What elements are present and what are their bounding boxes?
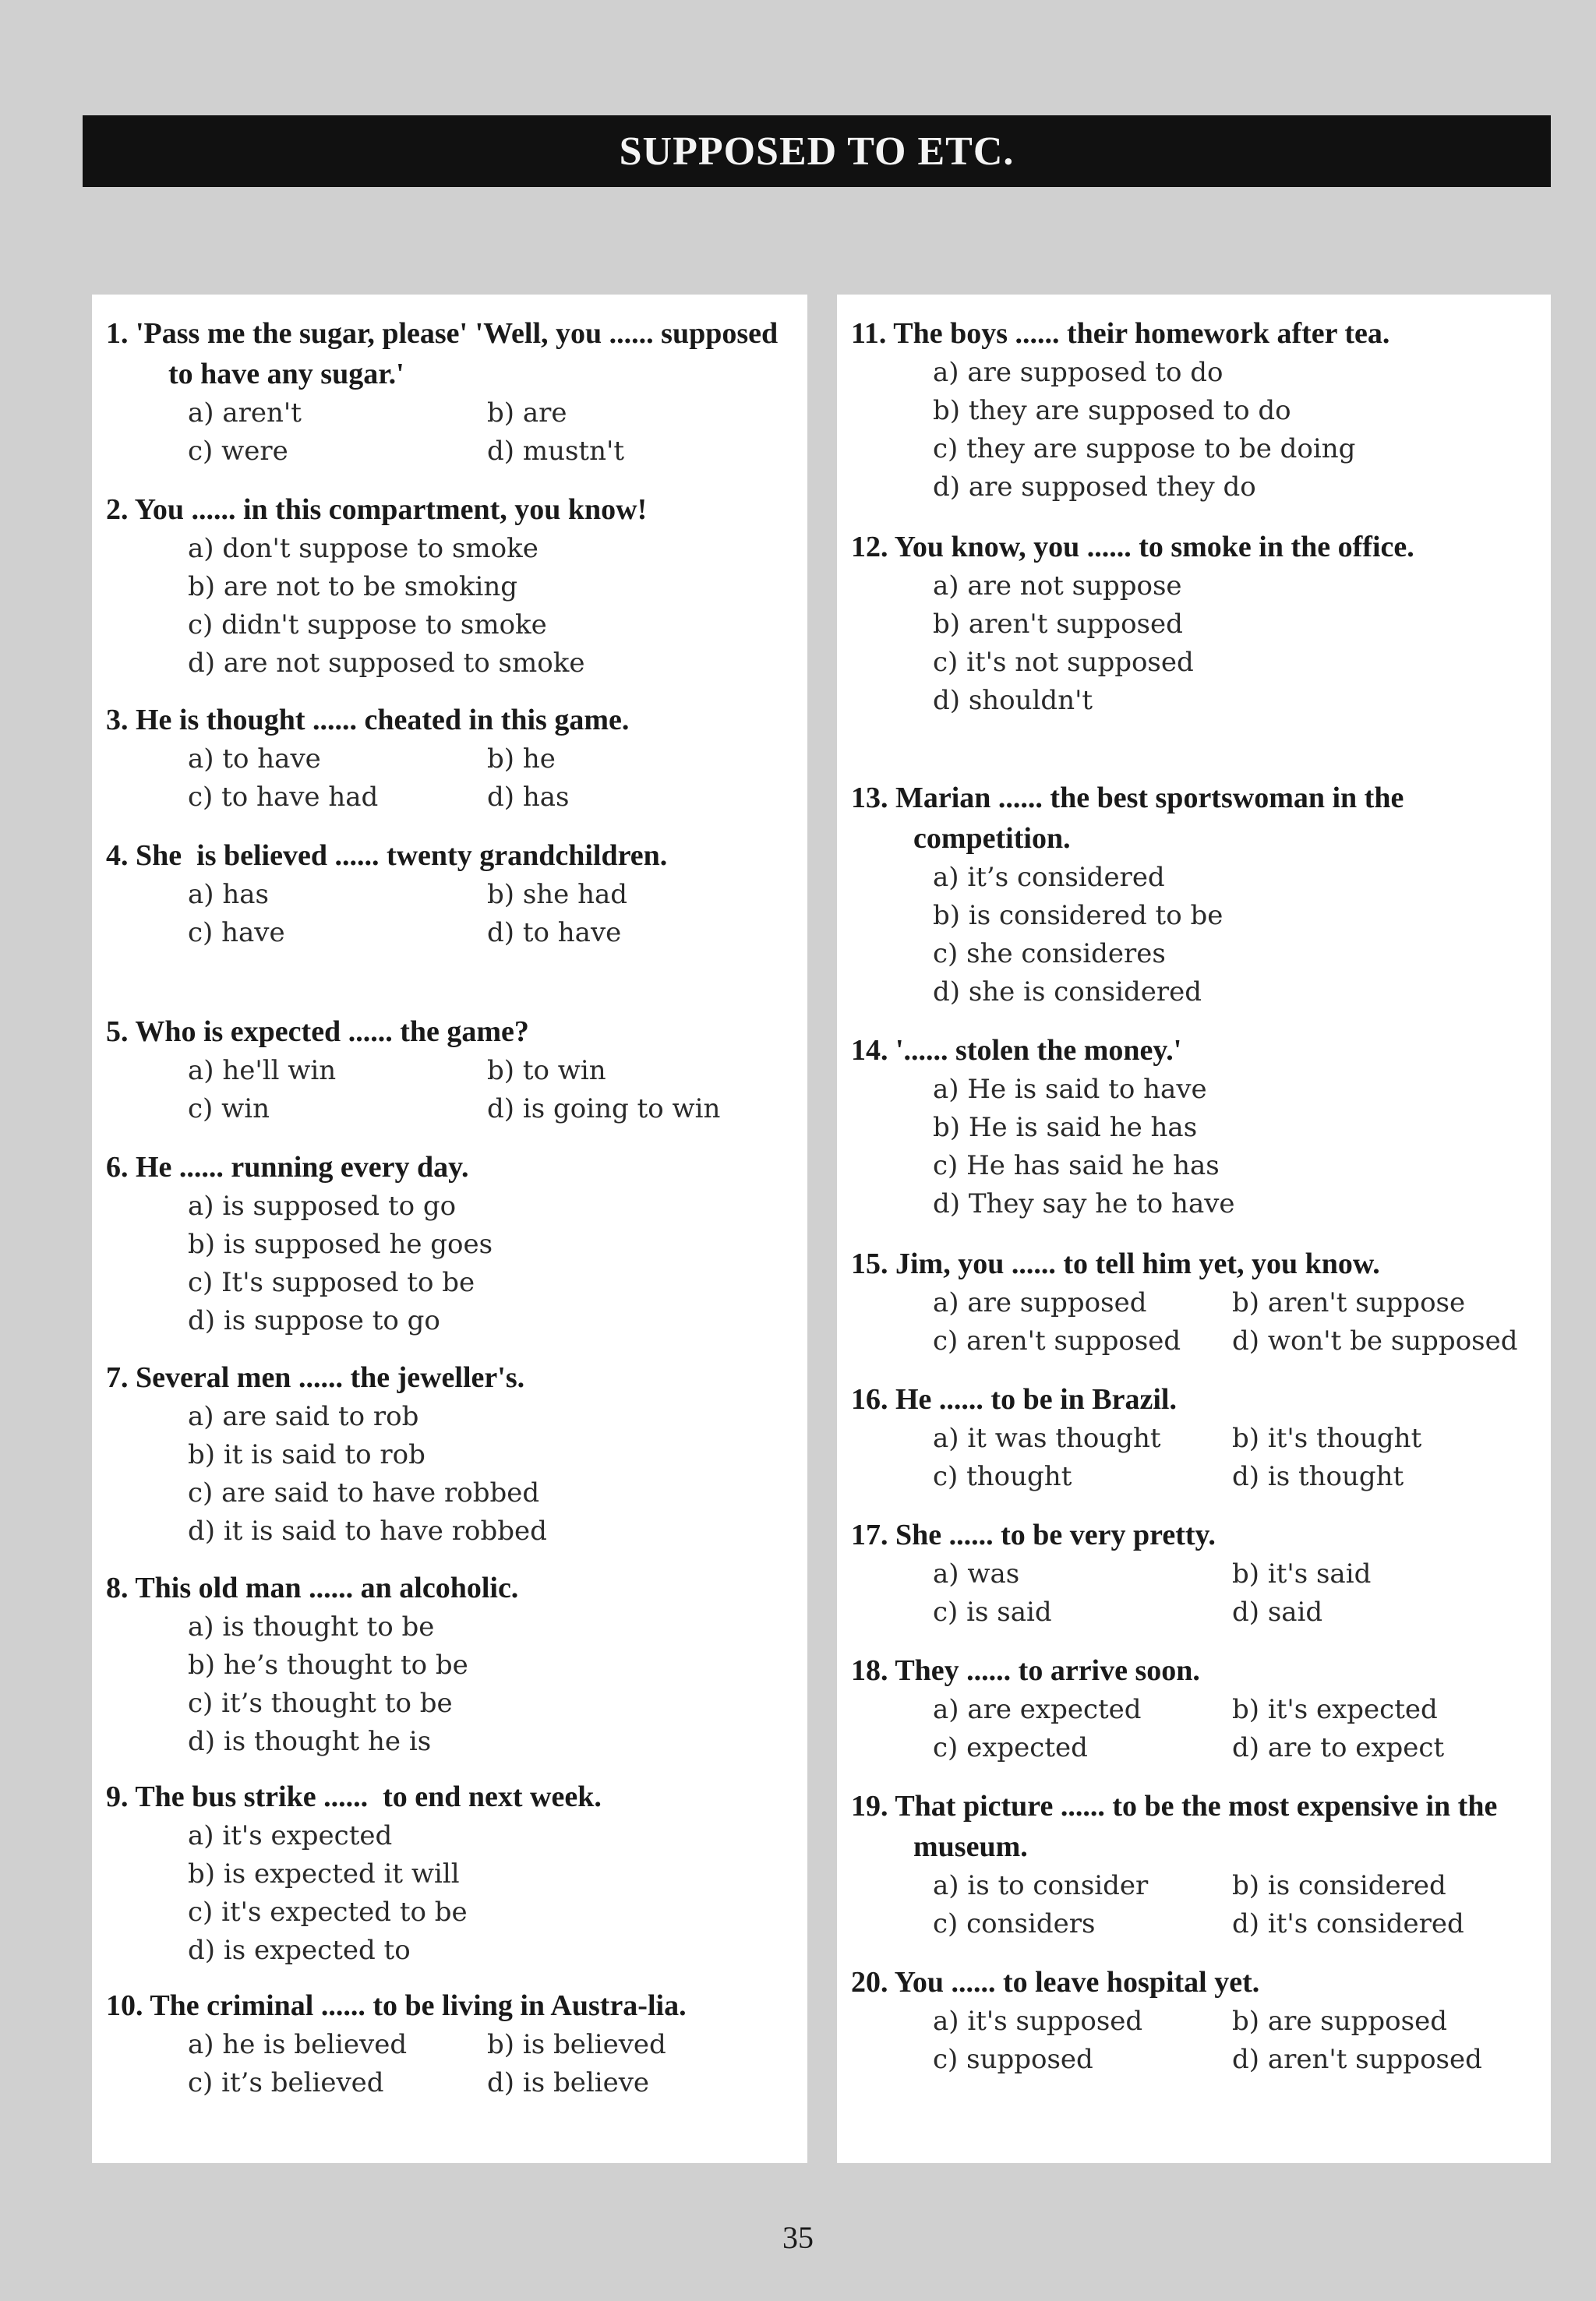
- question-text: You ...... to leave hospital yet.: [894, 1966, 1260, 1999]
- left-column: [92, 295, 807, 2163]
- option-b[interactable]: b) is supposed he goes: [188, 1229, 493, 1260]
- question-stem: [106, 835, 801, 876]
- option-c[interactable]: c) win: [188, 1093, 270, 1124]
- question-8: [106, 1568, 801, 1761]
- options: [188, 1817, 801, 1970]
- question-12: [851, 527, 1545, 720]
- option-c[interactable]: c) supposed: [933, 2044, 1093, 2075]
- options: [188, 1052, 801, 1128]
- option-a[interactable]: a) He is said to have: [933, 1074, 1207, 1105]
- question-20: [851, 1962, 1545, 2079]
- options: [933, 2003, 1545, 2079]
- question-stem: [851, 778, 1545, 859]
- options: [188, 1608, 801, 1761]
- option-d[interactable]: d) to have: [487, 917, 622, 948]
- page-title: SUPPOSED TO ETC.: [83, 115, 1551, 187]
- question-number: 1.: [106, 317, 129, 350]
- question-number: 18.: [851, 1654, 888, 1687]
- option-b[interactable]: b) is considered: [1232, 1870, 1446, 1901]
- question-number: 8.: [106, 1572, 129, 1604]
- question-10: [106, 1985, 801, 2102]
- question-number: 7.: [106, 1361, 129, 1394]
- option-d[interactable]: d) is expected to: [188, 1935, 411, 1966]
- options: [188, 1398, 801, 1551]
- options: [188, 530, 801, 683]
- question-text: He ...... to be in Brazil.: [895, 1383, 1177, 1416]
- question-text: The boys ...... their homework after tea.: [893, 317, 1390, 350]
- question-13: [851, 778, 1545, 1011]
- option-d[interactable]: d) shouldn't: [933, 685, 1093, 716]
- question-15: [851, 1244, 1545, 1360]
- option-b[interactable]: b) are supposed: [1232, 2006, 1447, 2037]
- option-a[interactable]: a) it's expected: [188, 1820, 393, 1851]
- option-b[interactable]: b) they are supposed to do: [933, 395, 1291, 426]
- question-stem: [106, 1357, 801, 1398]
- question-text: The criminal ...... to be living in Austra-lia.: [150, 1989, 687, 2022]
- question-text: This old man ...... an alcoholic.: [135, 1572, 519, 1604]
- option-c[interactable]: c) they are suppose to be doing: [933, 433, 1356, 464]
- question-text: You ...... in this compartment, you know!: [134, 493, 648, 526]
- question-stem: [106, 1011, 801, 1052]
- option-c[interactable]: c) expected: [933, 1732, 1088, 1763]
- question-stem: [851, 1786, 1545, 1867]
- question-5: [106, 1011, 801, 1128]
- option-d[interactable]: d) are to expect: [1232, 1732, 1445, 1763]
- question-14: [851, 1030, 1545, 1223]
- question-text: He is thought ...... cheated in this game.: [136, 704, 630, 736]
- question-text: She is believed ...... twenty grandchildren.: [136, 839, 668, 872]
- option-c[interactable]: c) it’s believed: [188, 2067, 384, 2098]
- question-text: '...... stolen the money.': [895, 1034, 1182, 1067]
- question-text: The bus strike ...... to end next week.: [135, 1780, 602, 1813]
- question-6: [106, 1147, 801, 1340]
- option-d[interactable]: d) aren't supposed: [1232, 2044, 1482, 2075]
- option-a[interactable]: a) are supposed: [933, 1287, 1147, 1318]
- options: [933, 1071, 1545, 1223]
- option-c[interactable]: c) to have had: [188, 782, 379, 813]
- options: [933, 354, 1545, 506]
- question-stem: [106, 313, 801, 394]
- option-d[interactable]: d) it's considered: [1232, 1908, 1464, 1939]
- option-b[interactable]: b) aren't supposed: [933, 609, 1183, 640]
- option-a[interactable]: a) was: [933, 1558, 1020, 1590]
- option-b[interactable]: b) he’s thought to be: [188, 1650, 468, 1681]
- question-stem: [106, 1147, 801, 1188]
- option-a[interactable]: a) to have: [188, 743, 321, 775]
- option-a[interactable]: a) has: [188, 879, 269, 910]
- option-a[interactable]: a) are not suppose: [933, 570, 1182, 602]
- options: [933, 859, 1545, 1011]
- question-number: 17.: [851, 1519, 888, 1551]
- right-column: [837, 295, 1551, 2163]
- question-stem: [851, 1030, 1545, 1071]
- option-a[interactable]: a) is thought to be: [188, 1611, 435, 1643]
- option-c[interactable]: c) it's not supposed: [933, 647, 1194, 678]
- question-text: 'Pass me the sugar, please' 'Well, you ...... supposed to have any sugar.': [136, 317, 786, 390]
- option-d[interactable]: d) are supposed they do: [933, 471, 1256, 503]
- question-text: She ...... to be very pretty.: [895, 1519, 1216, 1551]
- question-text: Jim, you ...... to tell him yet, you know.: [895, 1248, 1380, 1280]
- option-c[interactable]: c) aren't supposed: [933, 1325, 1181, 1357]
- question-text: Who is expected ...... the game?: [135, 1015, 529, 1048]
- option-b[interactable]: b) is expected it will: [188, 1858, 460, 1890]
- option-a[interactable]: a) he'll win: [188, 1055, 337, 1086]
- question-text: You know, you ...... to smoke in the office.: [894, 531, 1414, 563]
- option-b[interactable]: b) He is said he has: [933, 1112, 1198, 1143]
- option-b[interactable]: b) it is said to rob: [188, 1439, 425, 1470]
- option-c[interactable]: c) it’s thought to be: [188, 1688, 453, 1719]
- options: [188, 394, 801, 471]
- question-19: [851, 1786, 1545, 1943]
- option-c[interactable]: c) is said: [933, 1597, 1052, 1628]
- question-number: 3.: [106, 704, 129, 736]
- option-b[interactable]: b) are not to be smoking: [188, 571, 518, 602]
- option-d[interactable]: d) is thought: [1232, 1461, 1404, 1492]
- question-18: [851, 1650, 1545, 1767]
- option-c[interactable]: c) she consideres: [933, 938, 1166, 969]
- question-number: 10.: [106, 1989, 143, 2022]
- question-11: [851, 313, 1545, 506]
- option-d[interactable]: d) is suppose to go: [188, 1305, 440, 1336]
- option-c[interactable]: c) have: [188, 917, 285, 948]
- page-number: 35: [782, 2220, 814, 2255]
- option-b[interactable]: b) aren't suppose: [1232, 1287, 1466, 1318]
- question-stem: [106, 1985, 801, 2026]
- question-number: 16.: [851, 1383, 888, 1416]
- options: [188, 1188, 801, 1340]
- option-d[interactable]: d) is going to win: [487, 1093, 721, 1124]
- option-b[interactable]: b) it's expected: [1232, 1694, 1438, 1725]
- option-a[interactable]: a) he is believed: [188, 2029, 408, 2060]
- option-a[interactable]: a) it was thought: [933, 1423, 1161, 1454]
- option-b[interactable]: b) is believed: [487, 2029, 666, 2060]
- question-number: 4.: [106, 839, 129, 872]
- question-3: [106, 700, 801, 817]
- option-b[interactable]: b) she had: [487, 879, 628, 910]
- option-d[interactable]: d) said: [1232, 1597, 1323, 1628]
- option-a[interactable]: a) are supposed to do: [933, 357, 1223, 388]
- option-b[interactable]: b) it's thought: [1232, 1423, 1422, 1454]
- options: [933, 1691, 1545, 1767]
- question-stem: [851, 313, 1545, 354]
- question-4: [106, 835, 801, 952]
- question-number: 12.: [851, 531, 888, 563]
- option-a[interactable]: a) aren't: [188, 397, 302, 429]
- options: [188, 876, 801, 952]
- option-a[interactable]: a) is to consider: [933, 1870, 1149, 1901]
- option-d[interactable]: d) are not supposed to smoke: [188, 648, 585, 679]
- option-d[interactable]: d) won't be supposed: [1232, 1325, 1518, 1357]
- question-stem: [851, 1244, 1545, 1284]
- question-2: [106, 489, 801, 683]
- question-16: [851, 1379, 1545, 1496]
- option-a[interactable]: a) is supposed to go: [188, 1191, 457, 1222]
- question-number: 19.: [851, 1790, 888, 1823]
- question-stem: [106, 1777, 801, 1817]
- option-c[interactable]: c) He has said he has: [933, 1150, 1220, 1181]
- question-number: 11.: [851, 317, 887, 350]
- question-text: Marian ...... the best sportswoman in the competition.: [895, 782, 1411, 855]
- option-b[interactable]: b) are: [487, 397, 567, 429]
- options: [933, 1867, 1545, 1943]
- question-stem: [851, 527, 1545, 567]
- question-stem: [851, 1515, 1545, 1555]
- option-d[interactable]: d) is thought he is: [188, 1726, 432, 1757]
- option-d[interactable]: d) it is said to have robbed: [188, 1516, 547, 1547]
- question-number: 20.: [851, 1966, 888, 1999]
- question-number: 5.: [106, 1015, 129, 1048]
- question-1: [106, 313, 801, 471]
- question-stem: [106, 700, 801, 740]
- option-d[interactable]: d) she is considered: [933, 976, 1202, 1008]
- options: [188, 2026, 801, 2102]
- options: [933, 567, 1545, 720]
- question-text: Several men ...... the jeweller's.: [136, 1361, 525, 1394]
- options: [933, 1420, 1545, 1496]
- question-stem: [851, 1962, 1545, 2003]
- option-b[interactable]: b) to win: [487, 1055, 606, 1086]
- question-7: [106, 1357, 801, 1551]
- options: [188, 740, 801, 817]
- question-9: [106, 1777, 801, 1970]
- option-c[interactable]: c) It's supposed to be: [188, 1267, 475, 1298]
- option-d[interactable]: d) They say he to have: [933, 1188, 1235, 1219]
- option-c[interactable]: c) considers: [933, 1908, 1096, 1939]
- option-c[interactable]: c) were: [188, 436, 288, 467]
- question-text: He ...... running every day.: [136, 1151, 469, 1184]
- option-d[interactable]: d) is believe: [487, 2067, 650, 2098]
- question-number: 9.: [106, 1780, 129, 1813]
- question-text: They ...... to arrive soon.: [895, 1654, 1200, 1687]
- option-a[interactable]: a) it's supposed: [933, 2006, 1143, 2037]
- question-number: 13.: [851, 782, 888, 814]
- option-c[interactable]: c) are said to have robbed: [188, 1477, 540, 1509]
- question-stem: [851, 1379, 1545, 1420]
- question-stem: [106, 489, 801, 530]
- option-c[interactable]: c) thought: [933, 1461, 1072, 1492]
- option-b[interactable]: b) is considered to be: [933, 900, 1223, 931]
- question-text: That picture ...... to be the most expensive in the museum.: [895, 1790, 1505, 1863]
- option-c[interactable]: c) it's expected to be: [188, 1897, 468, 1928]
- question-number: 14.: [851, 1034, 888, 1067]
- options: [933, 1284, 1545, 1360]
- option-d[interactable]: d) mustn't: [487, 436, 624, 467]
- option-d[interactable]: d) has: [487, 782, 570, 813]
- option-a[interactable]: a) are said to rob: [188, 1401, 419, 1432]
- question-number: 15.: [851, 1248, 888, 1280]
- options: [933, 1555, 1545, 1632]
- question-stem: [851, 1650, 1545, 1691]
- question-number: 2.: [106, 493, 129, 526]
- question-number: 6.: [106, 1151, 129, 1184]
- option-c[interactable]: c) didn't suppose to smoke: [188, 609, 547, 641]
- option-a[interactable]: a) it’s considered: [933, 862, 1165, 893]
- option-b[interactable]: b) it's said: [1232, 1558, 1372, 1590]
- question-17: [851, 1515, 1545, 1632]
- question-stem: [106, 1568, 801, 1608]
- option-a[interactable]: a) are expected: [933, 1694, 1142, 1725]
- option-b[interactable]: b) he: [487, 743, 556, 775]
- option-a[interactable]: a) don't suppose to smoke: [188, 533, 538, 564]
